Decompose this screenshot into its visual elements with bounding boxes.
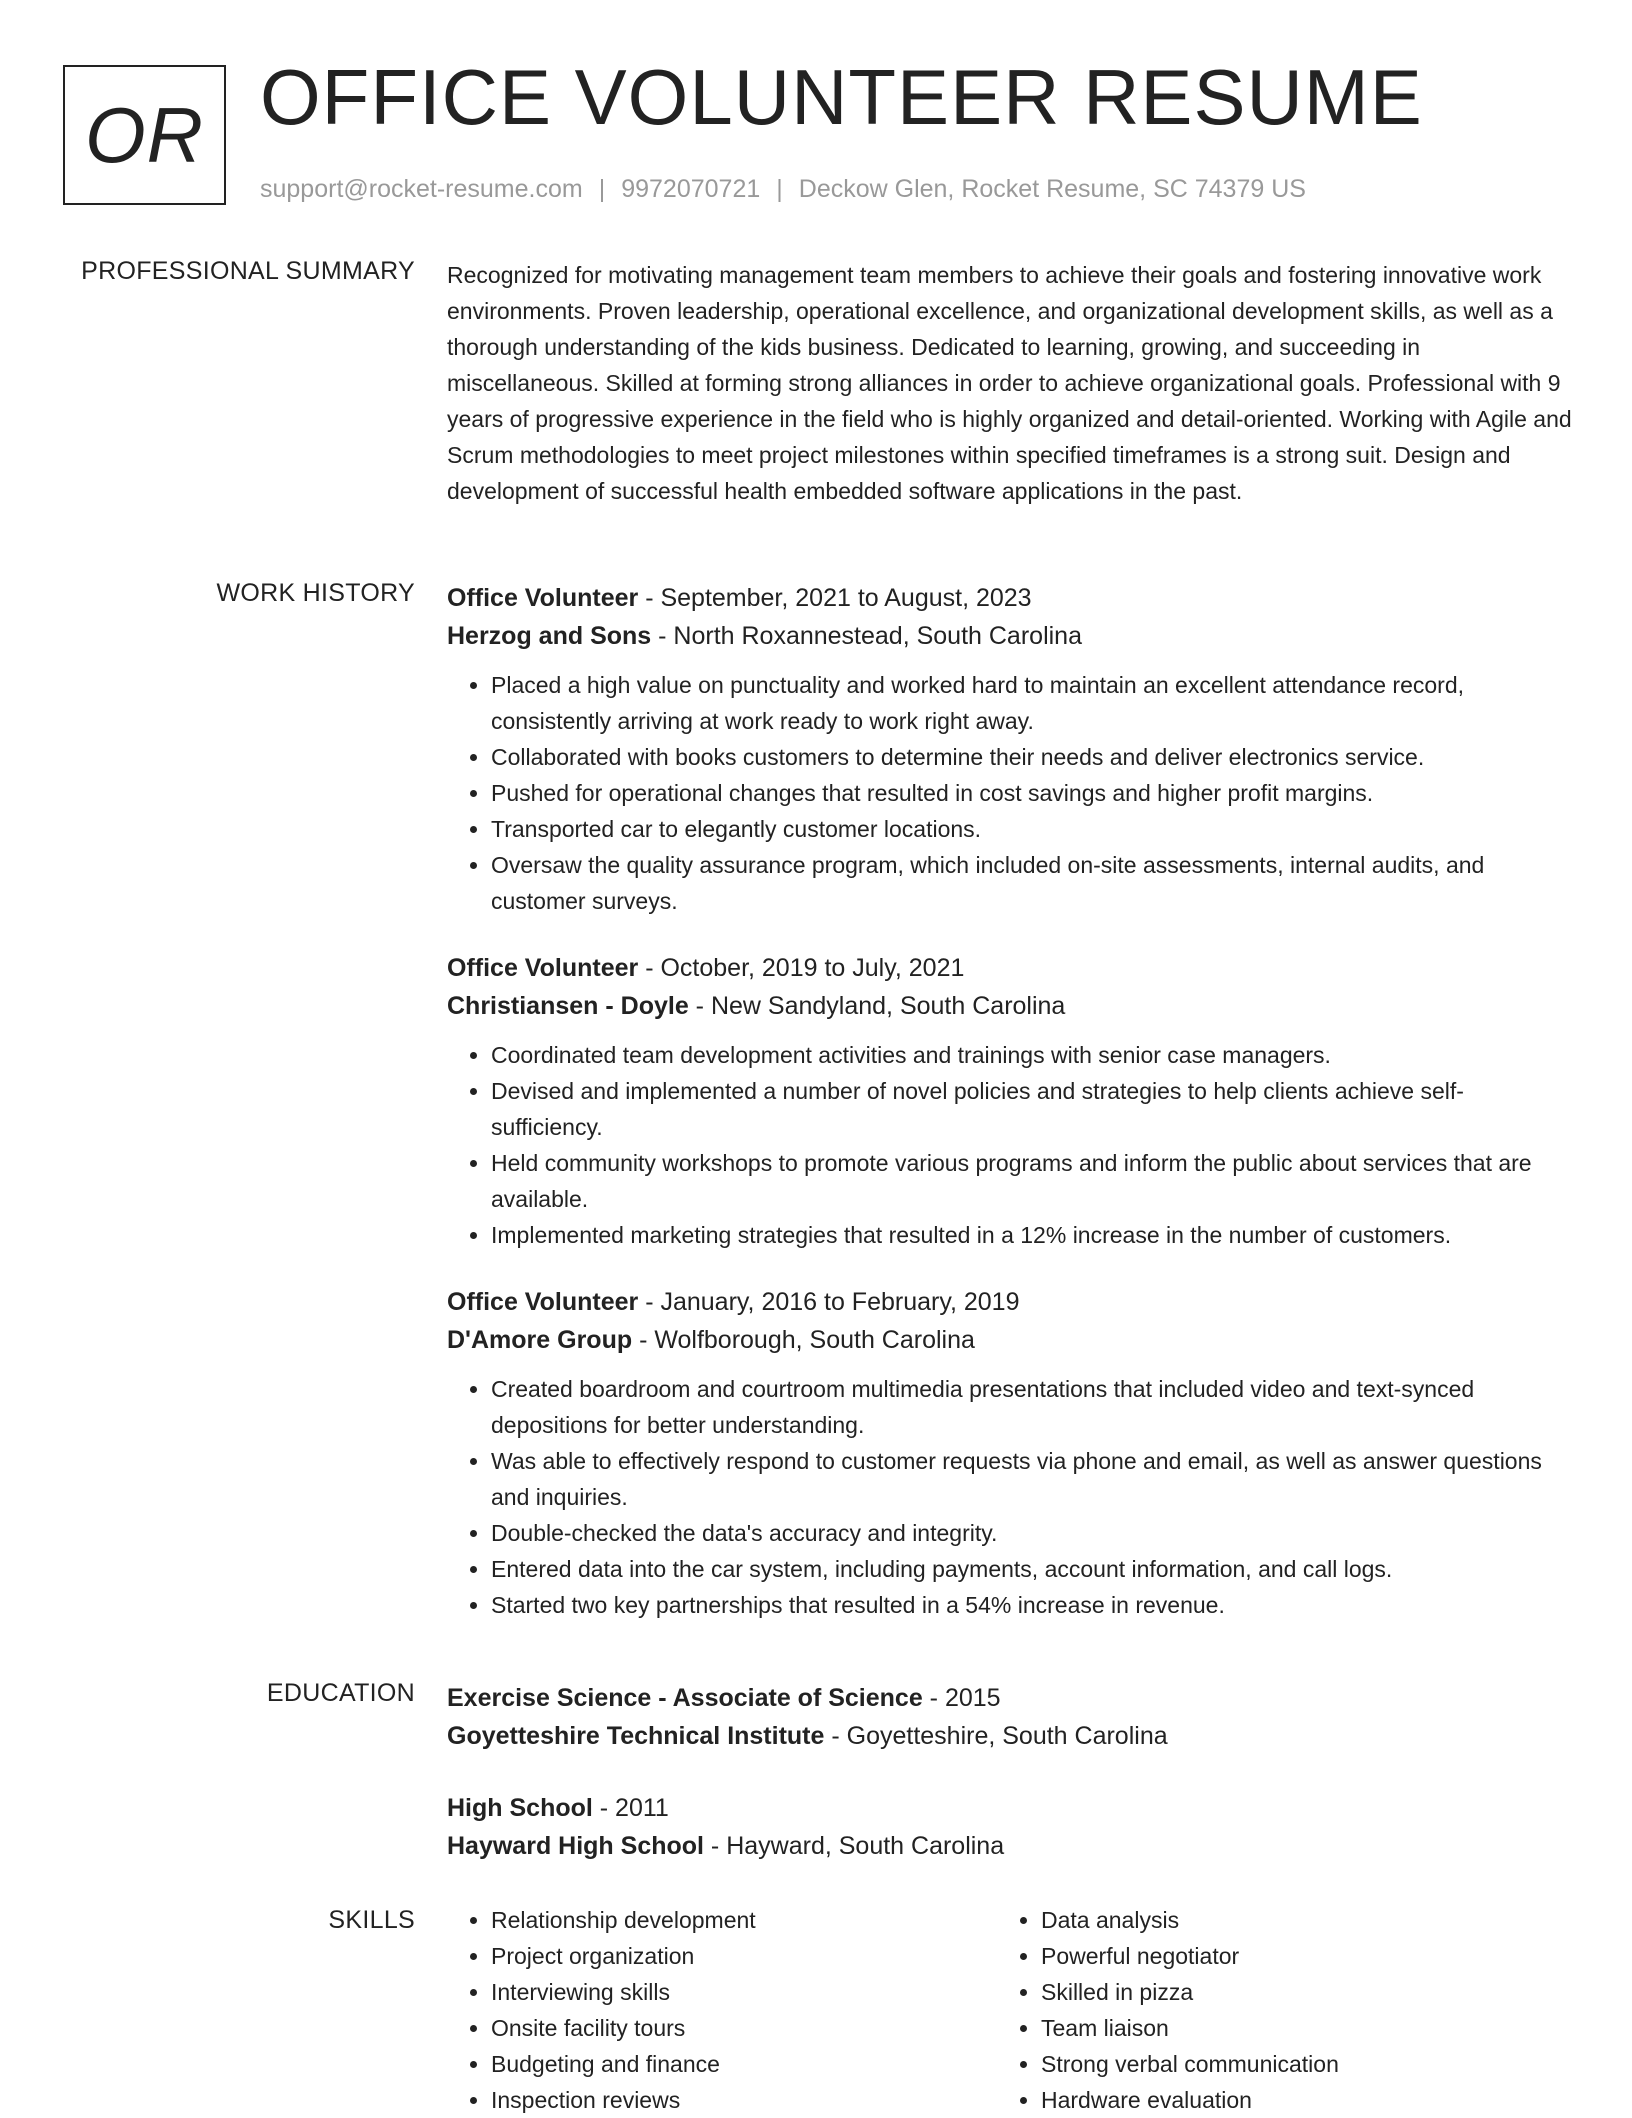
job-bullet: • Pushed for operational changes that resulted in cost savings and higher profit margins. — [491, 775, 1572, 811]
job-bullet: • Created boardroom and courtroom multimedia presentations that included video and text-synced depositions for better understanding. — [491, 1371, 1572, 1443]
skills-column-left — [447, 1902, 997, 2118]
skill-item: • Relationship development — [491, 1902, 997, 1938]
skill-item: • Inspection reviews — [491, 2082, 997, 2118]
skill-item: • Powerful negotiator — [1041, 1938, 1547, 1974]
job-bullet: • Collaborated with books customers to determine their needs and deliver electronics service. — [491, 739, 1572, 775]
job-location: - North Roxannestead, South Carolina — [651, 622, 1082, 650]
job-company: Herzog and Sons — [447, 622, 652, 650]
education-degree-line — [447, 1679, 1572, 1717]
skill-item: • Interviewing skills — [491, 1974, 997, 2010]
education-location: - Goyetteshire, South Carolina — [824, 1722, 1168, 1750]
job-title: Office Volunteer — [447, 584, 639, 612]
job-company-line — [447, 987, 1572, 1025]
education-body — [447, 1679, 1572, 1865]
job-dates: - October, 2019 to July, 2021 — [638, 954, 965, 982]
job-bullet: • Double-checked the data's accuracy and integrity. — [491, 1515, 1572, 1551]
job-title: Office Volunteer — [447, 1288, 639, 1316]
monogram-box — [63, 65, 226, 205]
skill-item: • Budgeting and finance — [491, 2046, 997, 2082]
skill-item: • Skilled in pizza — [1041, 1974, 1547, 2010]
education-degree: Exercise Science - Associate of Science — [447, 1684, 923, 1712]
job-bullets — [447, 1037, 1572, 1253]
job-bullet: • Oversaw the quality assurance program, which included on-site assessments, internal audits, and customer surveys. — [491, 847, 1572, 919]
skills-list — [997, 1902, 1547, 2118]
job-entry — [447, 949, 1572, 1253]
job-company-line — [447, 617, 1572, 655]
section-label-summary: PROFESSIONAL SUMMARY — [81, 257, 415, 285]
contact-phone: 9972070721 — [621, 175, 761, 203]
education-year: - 2011 — [592, 1794, 669, 1822]
job-entry — [447, 579, 1572, 919]
education-school-line — [447, 1717, 1572, 1755]
education-school-line — [447, 1827, 1572, 1865]
job-location: - New Sandyland, South Carolina — [688, 992, 1066, 1020]
skills-body — [447, 1902, 1572, 2118]
job-bullet: • Held community workshops to promote various programs and inform the public about services that are available. — [491, 1145, 1572, 1217]
education-school: Hayward High School — [447, 1832, 704, 1860]
job-bullets — [447, 667, 1572, 919]
job-bullet: • Started two key partnerships that resulted in a 54% increase in revenue. — [491, 1587, 1572, 1623]
resume-title: OFFICE VOLUNTEER RESUME — [260, 53, 1423, 141]
section-label-work-history: WORK HISTORY — [216, 579, 415, 607]
job-bullet: • Devised and implemented a number of novel policies and strategies to help clients achieve self-sufficiency. — [491, 1073, 1572, 1145]
skill-item: • Data analysis — [1041, 1902, 1547, 1938]
skill-item: • Onsite facility tours — [491, 2010, 997, 2046]
section-label-education: EDUCATION — [266, 1679, 415, 1707]
skills-list — [447, 1902, 997, 2118]
skills-grid — [447, 1902, 1572, 2118]
contact-address: Deckow Glen, Rocket Resume, SC 74379 US — [798, 175, 1306, 203]
job-bullets — [447, 1371, 1572, 1623]
job-title: Office Volunteer — [447, 954, 639, 982]
job-bullet: • Entered data into the car system, including payments, account information, and call logs. — [491, 1551, 1572, 1587]
job-bullet: • Transported car to elegantly customer locations. — [491, 811, 1572, 847]
job-title-line — [447, 949, 1572, 987]
contact-email: support@rocket-resume.com — [260, 175, 583, 203]
job-bullet: • Was able to effectively respond to customer requests via phone and email, as well as answer questions and inquiries. — [491, 1443, 1572, 1515]
summary-text: Recognized for motivating management team members to achieve their goals and fostering innovative work environments. Proven leadership, operational excellence, and organizational development skills, as well as a thorough understanding of the kids business. Dedicated to learning, growing, and succeeding in miscellaneous. Skilled at forming strong alliances in order to achieve organizational goals. Professional with 9 years of progressive experience in the field who is highly organized and detail-oriented. Working with Agile and Scrum methodologies to meet project milestones within specified timeframes is a strong suit. Design and development of successful health embedded software applications in the past. — [447, 262, 1572, 504]
section-label-skills: SKILLS — [328, 1906, 415, 1934]
job-entry — [447, 1283, 1572, 1623]
job-company-line — [447, 1321, 1572, 1359]
job-title-line — [447, 579, 1572, 617]
skill-item: • Hardware evaluation — [1041, 2082, 1547, 2118]
contact-line — [260, 175, 1306, 204]
education-degree: High School — [447, 1794, 593, 1822]
job-bullet: • Implemented marketing strategies that resulted in a 12% increase in the number of customers. — [491, 1217, 1572, 1253]
contact-separator: | — [598, 175, 606, 203]
education-entry — [447, 1679, 1572, 1755]
job-company: D'Amore Group — [447, 1326, 633, 1354]
contact-separator: | — [776, 175, 783, 203]
education-location: - Hayward, South Carolina — [703, 1832, 1005, 1860]
skill-item: • Project organization — [491, 1938, 997, 1974]
job-dates: - September, 2021 to August, 2023 — [638, 584, 1032, 612]
education-year: - 2015 — [922, 1684, 1001, 1712]
summary-body — [447, 257, 1572, 509]
education-degree-line — [447, 1789, 1572, 1827]
job-bullet: • Placed a high value on punctuality and worked hard to maintain an excellent attendance record, consistently arriving at work ready to work right away. — [491, 667, 1572, 739]
job-location: - Wolfborough, South Carolina — [632, 1326, 975, 1354]
education-entry — [447, 1789, 1572, 1865]
skill-item: • Strong verbal communication — [1041, 2046, 1547, 2082]
job-dates: - January, 2016 to February, 2019 — [638, 1288, 1020, 1316]
job-company: Christiansen - Doyle — [447, 992, 689, 1020]
job-bullet: • Coordinated team development activities and trainings with senior case managers. — [491, 1037, 1572, 1073]
education-school: Goyetteshire Technical Institute — [447, 1722, 825, 1750]
monogram-initials: OR — [85, 91, 204, 179]
work-history-body — [447, 579, 1572, 1623]
job-title-line — [447, 1283, 1572, 1321]
skill-item: • Team liaison — [1041, 2010, 1547, 2046]
skills-column-right — [997, 1902, 1547, 2118]
